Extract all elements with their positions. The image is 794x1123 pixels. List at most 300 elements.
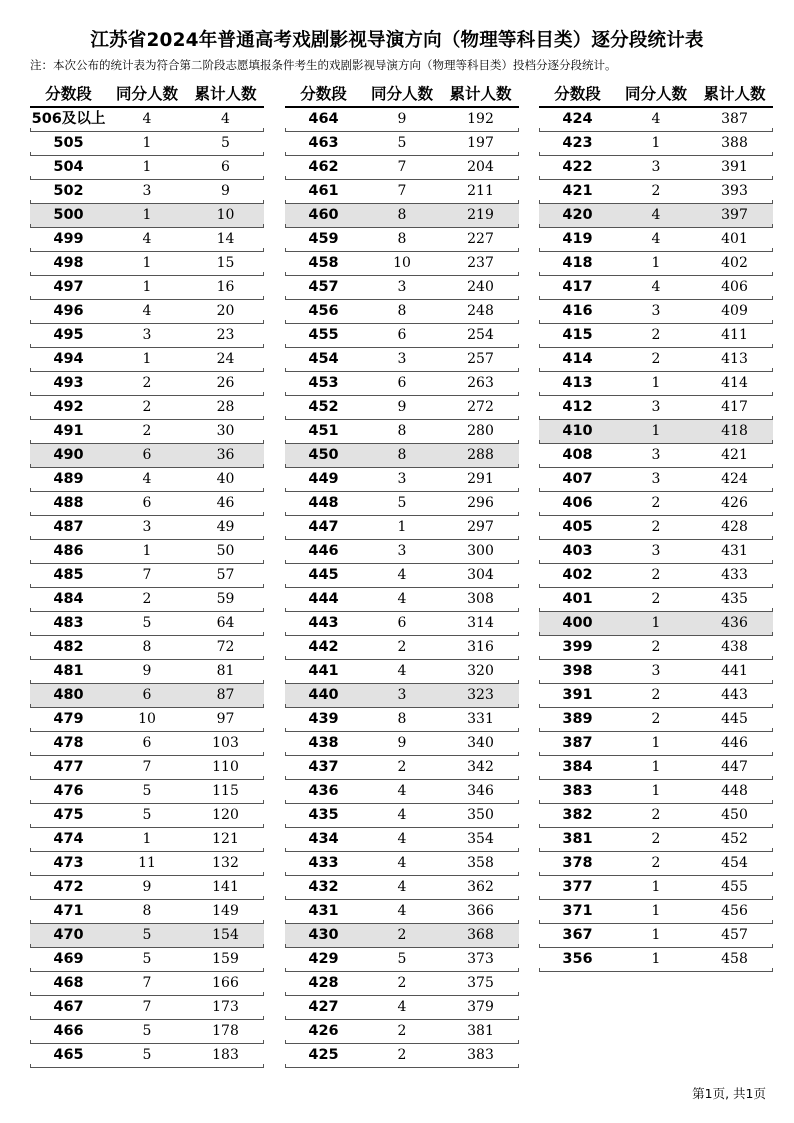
score-cell: 420 [562, 207, 593, 223]
score-cell: 382 [562, 807, 593, 823]
total-cell: 297 [467, 519, 494, 535]
table-row [30, 204, 264, 228]
total-cell: 375 [467, 975, 494, 991]
total-cell: 381 [467, 1023, 494, 1039]
table-row [285, 444, 519, 468]
total-cell: 254 [467, 327, 494, 343]
count-cell: 10 [393, 255, 411, 271]
table-row [285, 996, 519, 1020]
count-cell: 7 [397, 159, 407, 175]
total-cell: 447 [721, 759, 748, 775]
score-cell: 441 [308, 663, 339, 679]
count-cell: 2 [397, 639, 407, 655]
total-cell: 421 [721, 447, 748, 463]
count-cell: 3 [651, 159, 661, 175]
score-cell: 426 [308, 1023, 339, 1039]
score-cell: 378 [562, 855, 593, 871]
count-cell: 2 [142, 423, 152, 439]
total-cell: 237 [467, 255, 494, 271]
total-cell: 417 [721, 399, 748, 415]
count-cell: 3 [651, 663, 661, 679]
table-row [539, 660, 773, 684]
count-cell: 2 [651, 327, 661, 343]
count-cell: 4 [142, 231, 152, 247]
score-cell: 485 [53, 567, 84, 583]
table-row [285, 612, 519, 636]
total-cell: 441 [721, 663, 748, 679]
total-cell: 320 [467, 663, 494, 679]
total-cell: 304 [467, 567, 494, 583]
score-cell: 442 [308, 639, 339, 655]
count-cell: 2 [651, 855, 661, 871]
count-cell: 5 [397, 951, 407, 967]
count-cell: 6 [142, 735, 152, 751]
score-cell: 474 [53, 831, 84, 847]
score-cell: 490 [53, 447, 84, 463]
total-cell: 411 [721, 327, 748, 343]
table-row [285, 156, 519, 180]
count-cell: 2 [651, 711, 661, 727]
table-row [539, 828, 773, 852]
score-cell: 466 [53, 1023, 84, 1039]
score-cell: 407 [562, 471, 593, 487]
total-cell: 154 [212, 927, 239, 943]
count-cell: 1 [397, 519, 407, 535]
count-cell: 1 [651, 903, 661, 919]
score-cell: 487 [53, 519, 84, 535]
score-cell: 459 [308, 231, 339, 247]
total-cell: 49 [216, 519, 235, 535]
score-cell: 408 [562, 447, 593, 463]
total-cell: 435 [721, 591, 748, 607]
table-row [30, 900, 264, 924]
score-cell: 403 [562, 543, 593, 559]
score-cell: 454 [308, 351, 339, 367]
score-cell: 500 [53, 207, 84, 223]
total-cell: 433 [721, 567, 748, 583]
count-cell: 2 [651, 519, 661, 535]
count-cell: 1 [142, 831, 152, 847]
table-row [539, 372, 773, 396]
total-cell: 387 [721, 111, 748, 127]
total-cell: 456 [721, 903, 748, 919]
total-cell: 438 [721, 639, 748, 655]
score-cell: 481 [53, 663, 84, 679]
score-cell: 445 [308, 567, 339, 583]
score-cell: 467 [53, 999, 84, 1015]
total-cell: 178 [212, 1023, 239, 1039]
count-cell: 1 [651, 255, 661, 271]
table-row [30, 564, 264, 588]
total-cell: 5 [221, 135, 230, 151]
total-cell: 26 [216, 375, 235, 391]
count-cell: 7 [142, 975, 152, 991]
table-row [285, 564, 519, 588]
count-cell: 3 [651, 543, 661, 559]
total-cell: 288 [467, 447, 494, 463]
total-cell: 388 [721, 135, 748, 151]
count-cell: 5 [142, 951, 152, 967]
table-row [285, 876, 519, 900]
total-cell: 448 [721, 783, 748, 799]
score-cell: 496 [53, 303, 84, 319]
count-cell: 1 [142, 255, 152, 271]
score-cell: 384 [562, 759, 593, 775]
header-total: 累计人数 [449, 85, 512, 103]
total-cell: 204 [467, 159, 494, 175]
table-row [285, 372, 519, 396]
table-row [539, 684, 773, 708]
table-row [30, 1020, 264, 1044]
total-cell: 183 [212, 1047, 239, 1063]
table-row [285, 396, 519, 420]
header-total: 累计人数 [703, 85, 766, 103]
total-cell: 132 [212, 855, 239, 871]
count-cell: 6 [397, 615, 407, 631]
count-cell: 1 [142, 351, 152, 367]
header-count: 同分人数 [370, 85, 433, 103]
table-row [285, 924, 519, 948]
count-cell: 2 [651, 351, 661, 367]
score-cell: 506及以上 [31, 111, 106, 127]
score-cell: 461 [308, 183, 339, 199]
score-cell: 450 [308, 447, 339, 463]
table-row [285, 588, 519, 612]
score-cell: 389 [562, 711, 593, 727]
table-row [539, 516, 773, 540]
count-cell: 1 [651, 879, 661, 895]
score-cell: 422 [562, 159, 593, 175]
count-cell: 4 [397, 783, 407, 799]
score-cell: 458 [308, 255, 339, 271]
table-column-3 [539, 82, 773, 972]
total-cell: 350 [467, 807, 494, 823]
score-cell: 463 [308, 135, 339, 151]
table-row [30, 516, 264, 540]
score-cell: 405 [562, 519, 593, 535]
table-row [285, 492, 519, 516]
score-cell: 424 [562, 111, 593, 127]
table-row [30, 132, 264, 156]
score-cell: 416 [562, 303, 593, 319]
table-row [539, 444, 773, 468]
count-cell: 4 [397, 903, 407, 919]
score-cell: 399 [562, 639, 593, 655]
score-cell: 428 [308, 975, 339, 991]
total-cell: 379 [467, 999, 494, 1015]
table-row [30, 852, 264, 876]
score-cell: 432 [308, 879, 339, 895]
table-row [30, 612, 264, 636]
table-row [285, 1044, 519, 1068]
table-row [539, 276, 773, 300]
table-row [30, 300, 264, 324]
count-cell: 5 [142, 1047, 152, 1063]
score-cell: 473 [53, 855, 84, 871]
total-cell: 24 [216, 351, 235, 367]
score-cell: 462 [308, 159, 339, 175]
count-cell: 5 [142, 615, 152, 631]
count-cell: 3 [397, 687, 407, 703]
total-cell: 10 [216, 207, 235, 223]
header-count: 同分人数 [115, 85, 178, 103]
score-cell: 491 [53, 423, 84, 439]
total-cell: 166 [212, 975, 239, 991]
page-footer: 第1页, 共1页 [692, 1086, 766, 1101]
count-cell: 7 [142, 759, 152, 775]
total-cell: 454 [721, 855, 748, 871]
count-cell: 2 [651, 567, 661, 583]
table-row [285, 204, 519, 228]
count-cell: 2 [397, 1047, 407, 1063]
score-cell: 489 [53, 471, 84, 487]
score-cell: 488 [53, 495, 84, 511]
table-row [285, 804, 519, 828]
total-cell: 428 [721, 519, 748, 535]
total-cell: 192 [467, 111, 494, 127]
count-cell: 2 [397, 759, 407, 775]
table-row [30, 108, 264, 132]
score-cell: 478 [53, 735, 84, 751]
table-row [539, 588, 773, 612]
count-cell: 1 [651, 759, 661, 775]
table-row [539, 708, 773, 732]
total-cell: 296 [467, 495, 494, 511]
table-row [539, 900, 773, 924]
score-cell: 497 [53, 279, 84, 295]
total-cell: 4 [221, 111, 230, 127]
count-cell: 8 [397, 423, 407, 439]
count-cell: 3 [397, 471, 407, 487]
table-row [30, 996, 264, 1020]
table-row [285, 948, 519, 972]
score-cell: 460 [308, 207, 339, 223]
total-cell: 15 [216, 255, 235, 271]
total-cell: 450 [721, 807, 748, 823]
count-cell: 4 [651, 111, 661, 127]
score-cell: 418 [562, 255, 593, 271]
score-cell: 415 [562, 327, 593, 343]
score-cell: 465 [53, 1047, 84, 1063]
total-cell: 30 [216, 423, 235, 439]
table-row [30, 948, 264, 972]
count-cell: 3 [142, 327, 152, 343]
count-cell: 5 [142, 1023, 152, 1039]
score-cell: 482 [53, 639, 84, 655]
table-row [30, 444, 264, 468]
score-cell: 494 [53, 351, 84, 367]
count-cell: 4 [397, 807, 407, 823]
count-cell: 2 [651, 687, 661, 703]
count-cell: 1 [651, 951, 661, 967]
total-cell: 413 [721, 351, 748, 367]
table-row [285, 732, 519, 756]
count-cell: 2 [651, 495, 661, 511]
total-cell: 59 [216, 591, 235, 607]
count-cell: 1 [142, 279, 152, 295]
table-row [285, 852, 519, 876]
total-cell: 452 [721, 831, 748, 847]
total-cell: 373 [467, 951, 494, 967]
score-cell: 504 [53, 159, 84, 175]
count-cell: 1 [651, 375, 661, 391]
total-cell: 362 [467, 879, 494, 895]
score-cell: 436 [308, 783, 339, 799]
count-cell: 3 [397, 543, 407, 559]
table-row [285, 708, 519, 732]
count-cell: 1 [142, 159, 152, 175]
table-row [539, 204, 773, 228]
table-row [539, 108, 773, 132]
total-cell: 159 [212, 951, 239, 967]
table-header [285, 82, 519, 108]
table-row [539, 756, 773, 780]
table-row [285, 684, 519, 708]
score-cell: 505 [53, 135, 84, 151]
count-cell: 2 [651, 183, 661, 199]
count-cell: 1 [651, 735, 661, 751]
table-row [539, 180, 773, 204]
count-cell: 2 [651, 807, 661, 823]
total-cell: 248 [467, 303, 494, 319]
score-cell: 381 [562, 831, 593, 847]
score-cell: 448 [308, 495, 339, 511]
score-cell: 475 [53, 807, 84, 823]
table-header [30, 82, 264, 108]
total-cell: 50 [216, 543, 235, 559]
table-row [30, 420, 264, 444]
score-cell: 446 [308, 543, 339, 559]
header-score: 分数段 [554, 85, 601, 103]
table-row [285, 468, 519, 492]
total-cell: 211 [467, 183, 494, 199]
table-row [30, 684, 264, 708]
total-cell: 97 [216, 711, 235, 727]
total-cell: 323 [467, 687, 494, 703]
score-cell: 371 [562, 903, 593, 919]
score-cell: 414 [562, 351, 593, 367]
count-cell: 3 [397, 351, 407, 367]
total-cell: 121 [212, 831, 239, 847]
score-cell: 412 [562, 399, 593, 415]
total-cell: 366 [467, 903, 494, 919]
count-cell: 1 [142, 207, 152, 223]
count-cell: 1 [651, 135, 661, 151]
count-cell: 5 [142, 783, 152, 799]
total-cell: 173 [212, 999, 239, 1015]
table-row [30, 876, 264, 900]
table-row [539, 252, 773, 276]
count-cell: 4 [397, 831, 407, 847]
score-cell: 434 [308, 831, 339, 847]
table-row [285, 276, 519, 300]
score-cell: 479 [53, 711, 84, 727]
count-cell: 2 [142, 591, 152, 607]
total-cell: 342 [467, 759, 494, 775]
count-cell: 2 [397, 1023, 407, 1039]
total-cell: 46 [216, 495, 235, 511]
score-cell: 356 [562, 951, 593, 967]
table-row [539, 540, 773, 564]
count-cell: 5 [397, 135, 407, 151]
score-cell: 443 [308, 615, 339, 631]
total-cell: 308 [467, 591, 494, 607]
table-row [539, 636, 773, 660]
table-row [30, 828, 264, 852]
total-cell: 426 [721, 495, 748, 511]
score-cell: 484 [53, 591, 84, 607]
table-row [30, 324, 264, 348]
score-cell: 477 [53, 759, 84, 775]
table-row [539, 564, 773, 588]
total-cell: 358 [467, 855, 494, 871]
count-cell: 5 [142, 927, 152, 943]
count-cell: 4 [397, 591, 407, 607]
score-cell: 486 [53, 543, 84, 559]
table-row [30, 276, 264, 300]
count-cell: 3 [651, 303, 661, 319]
total-cell: 23 [216, 327, 235, 343]
score-cell: 429 [308, 951, 339, 967]
count-cell: 4 [142, 111, 152, 127]
count-cell: 8 [397, 303, 407, 319]
table-row [539, 324, 773, 348]
total-cell: 383 [467, 1047, 494, 1063]
score-cell: 439 [308, 711, 339, 727]
table-row [539, 396, 773, 420]
count-cell: 1 [142, 543, 152, 559]
count-cell: 2 [142, 375, 152, 391]
total-cell: 393 [721, 183, 748, 199]
table-row [539, 420, 773, 444]
score-cell: 406 [562, 495, 593, 511]
table-row [285, 828, 519, 852]
score-cell: 421 [562, 183, 593, 199]
count-cell: 4 [397, 567, 407, 583]
score-cell: 449 [308, 471, 339, 487]
total-cell: 227 [467, 231, 494, 247]
total-cell: 300 [467, 543, 494, 559]
total-cell: 424 [721, 471, 748, 487]
total-cell: 197 [467, 135, 494, 151]
total-cell: 331 [467, 711, 494, 727]
total-cell: 368 [467, 927, 494, 943]
count-cell: 4 [142, 303, 152, 319]
total-cell: 445 [721, 711, 748, 727]
score-cell: 400 [562, 615, 593, 631]
table-row [285, 420, 519, 444]
score-cell: 502 [53, 183, 84, 199]
count-cell: 2 [397, 927, 407, 943]
score-cell: 437 [308, 759, 339, 775]
score-cell: 464 [308, 111, 339, 127]
table-row [30, 1044, 264, 1068]
table-row [285, 228, 519, 252]
score-cell: 470 [53, 927, 84, 943]
score-cell: 401 [562, 591, 593, 607]
table-row [285, 900, 519, 924]
score-cell: 492 [53, 399, 84, 415]
total-cell: 397 [721, 207, 748, 223]
count-cell: 10 [138, 711, 156, 727]
count-cell: 9 [397, 399, 407, 415]
count-cell: 6 [397, 375, 407, 391]
total-cell: 28 [216, 399, 235, 415]
count-cell: 7 [397, 183, 407, 199]
table-row [539, 852, 773, 876]
score-cell: 438 [308, 735, 339, 751]
total-cell: 115 [212, 783, 239, 799]
